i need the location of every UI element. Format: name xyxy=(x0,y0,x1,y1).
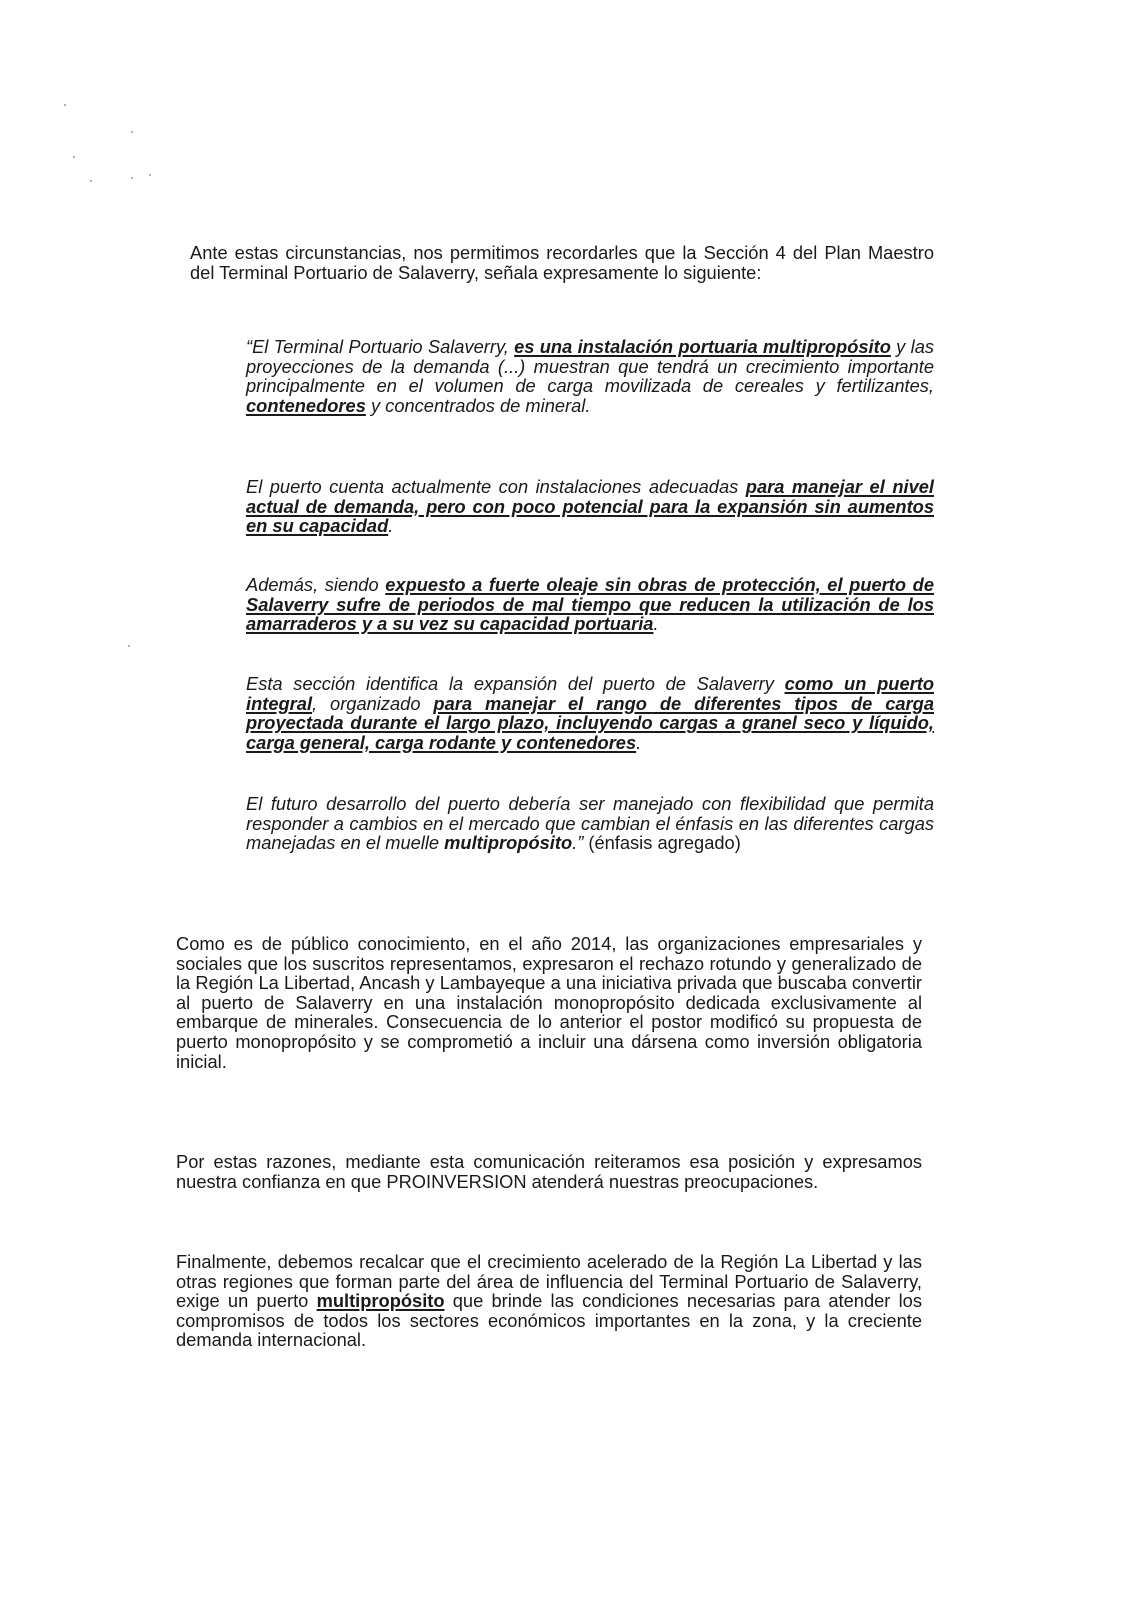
quote-paragraph-3 xyxy=(246,575,934,634)
quote-text: “El Terminal Portuario Salaverry, xyxy=(246,336,515,357)
intro-text: Ante estas circunstancias, nos permitimos recordarles que la Sección 4 del Plan Maestro del Terminal Portuario de Salaverry, señala expresamente lo siguiente: xyxy=(190,242,934,283)
scan-speck xyxy=(131,177,133,179)
quote-emphasis: como un puerto integral xyxy=(246,673,934,714)
quote-text: El futuro desarrollo del puerto debería ser manejado con flexibilidad que permita responder a cambios en el mercado que cambian el énfasis en las diferentes cargas manejadas en el muelle xyxy=(246,793,934,854)
quote-text: . xyxy=(636,731,642,753)
quote-paragraph-1 xyxy=(246,337,934,415)
intro-paragraph xyxy=(190,243,934,282)
quote-text: y concentrados de mineral. xyxy=(365,394,591,416)
scan-speck xyxy=(90,180,92,182)
quote-bold: multipropósito xyxy=(444,832,573,854)
body-paragraph-2 xyxy=(176,1152,922,1191)
quote-text: y las proyecciones de la demanda (...) muestran que tendrá un crecimiento importante principalmente en el volumen de carga movilizada de cereales y fertilizantes, xyxy=(246,336,935,397)
quote-text: El puerto cuenta actualmente con instalaciones adecuadas xyxy=(246,476,746,497)
body-text: Finalmente, debemos recalcar que el crecimiento acelerado de la Región La Libertad y las otras regiones que forman parte del área de influencia del Terminal Portuario de Salaverry, exige un puerto xyxy=(176,1251,922,1312)
quote-emphasis: expuesto a fuerte oleaje sin obras de protección, el puerto de Salaverry sufre de periodos de mal tiempo que reducen la utilización de los amarraderos y a su vez su capacidad portuaria xyxy=(246,574,934,635)
quote-text: . xyxy=(388,515,394,537)
quote-emphasis: es una instalación portuaria multipropósito xyxy=(514,336,891,357)
body-text: que brinde las condiciones necesarias para atender los compromisos de todos los sectores económicos importantes en la zona, y la creciente demanda internacional. xyxy=(176,1290,922,1351)
body-text: Por estas razones, mediante esta comunicación reiteramos esa posición y expresamos nuestra confianza en que PROINVERSION atenderá nuestras preocupaciones. xyxy=(176,1151,922,1192)
scan-speck xyxy=(64,104,66,106)
quote-emphasis: para manejar el nivel actual de demanda, pero con poco potencial para la expansión sin aumentos en su capacidad xyxy=(246,476,934,537)
body-text: Como es de público conocimiento, en el año 2014, las organizaciones empresariales y sociales que los suscritos representamos, expresaron el rechazo rotundo y generalizado de la Región La Libertad, Ancash y Lambayeque a una iniciativa privada que buscaba convertir al puerto de Salaverry en una instalación monopropósito dedicada exclusivamente al embarque de minerales. Consecuencia de lo anterior el postor modificó su propuesta de puerto monopropósito y se comprometió a incluir una dársena como inversión obligatoria inicial. xyxy=(176,933,922,1072)
body-paragraph-1 xyxy=(176,934,922,1071)
quote-text: . xyxy=(653,613,659,635)
quote-text: .” xyxy=(572,832,589,854)
quote-text: , organizado xyxy=(312,692,434,714)
scan-speck xyxy=(149,174,151,176)
quote-emphasis: para manejar el rango de diferentes tipos de carga proyectada durante el largo plazo, incluyendo cargas a granel seco y líquido, carga general, carga rodante y contenedores xyxy=(246,692,934,753)
body-paragraph-3 xyxy=(176,1252,922,1350)
scan-speck xyxy=(128,645,130,647)
quote-emphasis: contenedores xyxy=(246,394,366,416)
quote-paragraph-4 xyxy=(246,674,934,752)
scan-speck xyxy=(131,131,133,133)
quote-paragraph-5 xyxy=(246,794,934,853)
quote-paragraph-2 xyxy=(246,477,934,536)
quote-text: Esta sección identifica la expansión del puerto de Salaverry xyxy=(246,673,785,694)
scan-speck xyxy=(73,156,75,158)
body-emphasis: multipropósito xyxy=(316,1290,445,1312)
quote-text: Además, siendo xyxy=(246,574,386,595)
emphasis-note: (énfasis agregado) xyxy=(588,832,741,854)
